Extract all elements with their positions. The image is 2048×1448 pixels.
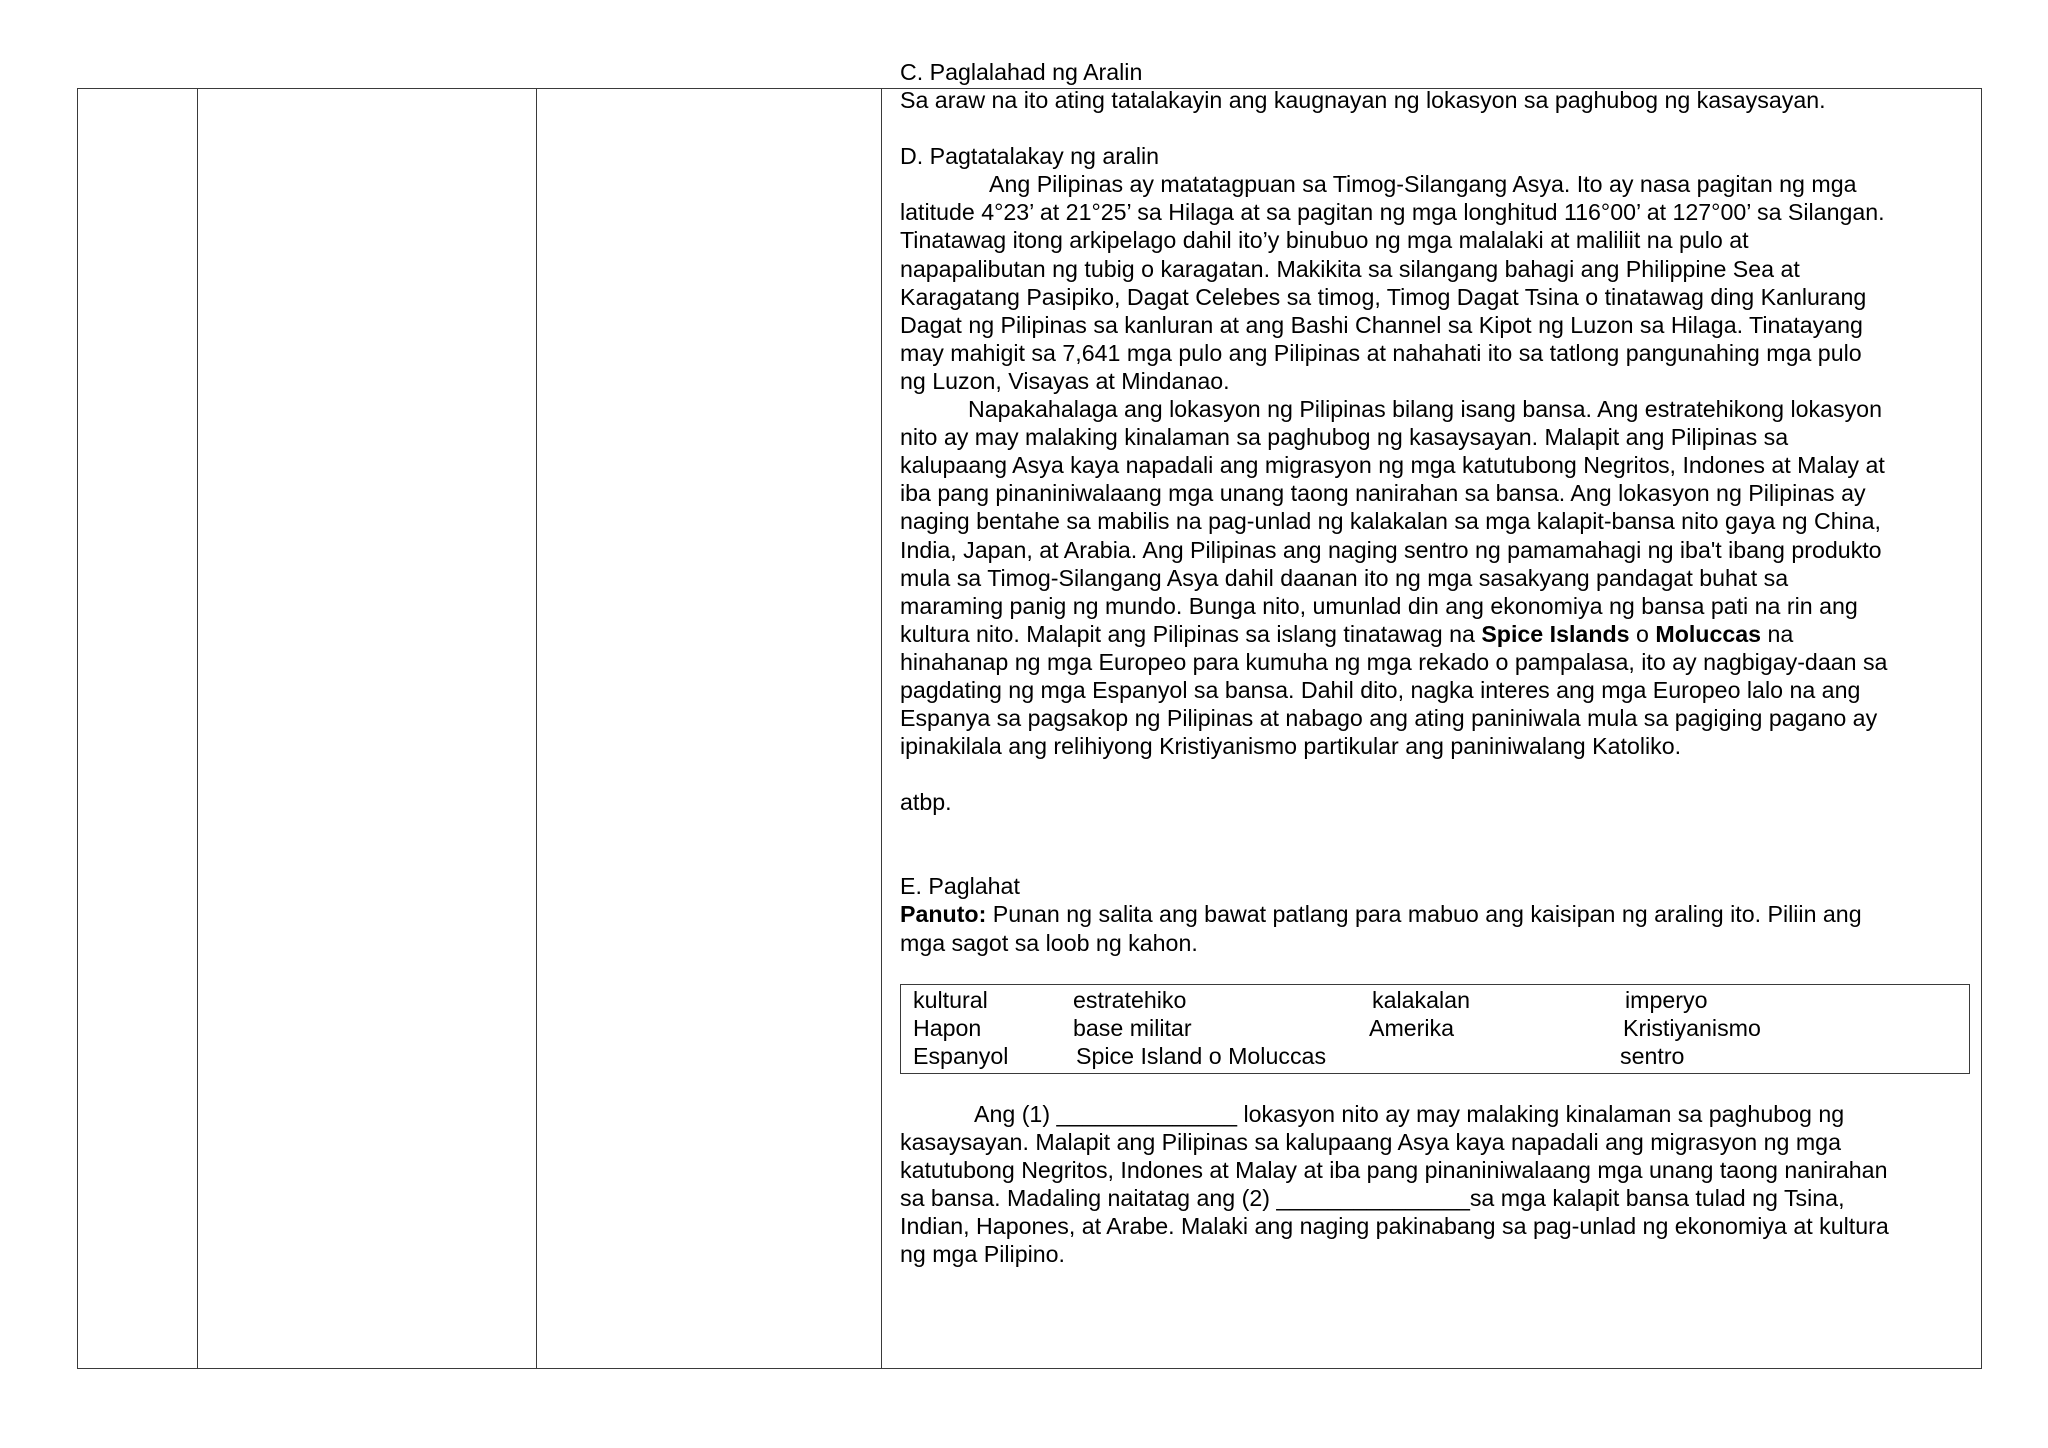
word-bank-item: kalakalan <box>1372 986 1470 1013</box>
paragraph-2-after: na hinahanap ng mga Europeo para kumuha ng mga rekado o pampalasa, ito ay nagbigay-daan sa pagdating ng mga Espanyol sa bansa. Dahil dito, nagka interes ang mga Europeo lalo na ang Espanya sa pagsakop ng Pilipinas at nabago ang ating paniniwala mula sa pagiging pagano ay ipinakilala ang relihiyong Kristiyanismo partikular ang paniniwalang Katoliko. <box>900 620 1888 760</box>
fill-in-paragraph: Ang (1) ______________ lokasyon nito ay may malaking kinalaman sa paghubog ng kasaysayan. Malapit ang Pilipinas sa kalupaang Asya kaya napadali ang migrasyon ng mga katutubong Negritos, Indones at Malay at iba pang pinaniniwalaang mga unang taong nanirahan sa bansa. Madaling naitatag ang (2) _______________sa mga kalapit bansa tulad ng Tsina, Indian, Hapones, at Arabe. Malaki ang naging pakinabang sa pag-unlad ng ekonomiya at kultura ng mga Pilipino. <box>900 1100 1889 1268</box>
word-bank-row <box>913 986 1969 1014</box>
word-bank-item: kultural <box>913 986 988 1013</box>
paragraph-2-before: Napakahalaga ang lokasyon ng Pilipinas bilang isang bansa. Ang estratehikong lokasyon nito ay may malaking kinalaman sa paghubog ng kasaysayan. Malapit ang Pilipinas sa kalupaang Asya kaya napadali ang migrasyon ng mga katutubong Negritos, Indones at Malay at iba pang pinaniniwalaang mga unang taong nanirahan sa bansa. Ang lokasyon ng Pilipinas ay naging bentahe sa mabilis na pag-unlad ng kalakalan sa mga kalapit-bansa nito gaya ng China, India, Japan, at Arabia. Ang Pilipinas ang naging sentro ng pamamahagi ng iba't ibang produkto mula sa Timog-Silangang Asya dahil daanan ito ng mga sasakyang pandagat buhat sa maraming panig ng mundo. Bunga nito, umunlad din ang ekonomiya ng bansa pati na rin ang kultura nito. Malapit ang Pilipinas sa islang tinatawag na <box>900 396 1885 647</box>
column-divider-3 <box>881 89 882 1368</box>
section-d-heading: D. Pagtatalakay ng aralin <box>900 143 1160 170</box>
word-bank-item: Amerika <box>1369 1014 1455 1041</box>
word-bank-item: Hapon <box>913 1014 982 1041</box>
section-c-heading: C. Paglalahad ng Aralin <box>900 59 1143 85</box>
section-e-instruction <box>900 900 1890 956</box>
paragraph-2-connector: o <box>1636 620 1649 647</box>
section-c-text: Sa araw na ito ating tatalakayin ang kaugnayan ng lokasyon sa paghubog ng kasaysayan. <box>900 87 1826 114</box>
word-bank-row <box>913 1014 1969 1042</box>
word-bank-item: base militar <box>1073 1014 1192 1041</box>
word-bank-item: estratehiko <box>1073 986 1187 1013</box>
etc-text: atbp. <box>900 789 952 816</box>
word-bank-row <box>913 1042 1969 1070</box>
word-bank-item: sentro <box>1620 1042 1685 1069</box>
word-bank-item: Espanyol <box>913 1042 1009 1069</box>
section-e-heading: E. Paglahat <box>900 873 1020 900</box>
instruction-text: Punan ng salita ang bawat patlang para mabuo ang kaisipan ng araling ito. Piliin ang mga sagot sa loob ng kahon. <box>900 901 1862 956</box>
section-d-paragraph-2 <box>900 395 1890 760</box>
spacer <box>900 816 1890 872</box>
spice-islands-term: Spice Islands <box>1481 620 1630 647</box>
column-divider-2 <box>536 89 537 1368</box>
spacer <box>900 760 1890 788</box>
word-bank-item: Spice Island o Moluccas <box>1076 1042 1327 1069</box>
column-divider-1 <box>197 89 198 1368</box>
word-bank-box <box>900 984 1970 1074</box>
lesson-content-column <box>900 58 1890 1268</box>
word-bank-item: Kristiyanismo <box>1623 1014 1761 1041</box>
instruction-label: Panuto: <box>900 901 987 928</box>
section-d-paragraph-1: Ang Pilipinas ay matatagpuan sa Timog-Silangang Asya. Ito ay nasa pagitan ng mga latitude 4°23’ at 21°25’ sa Hilaga at sa pagitan ng mga longhitud 116°00’ at 127°00’ sa Silangan. Tinatawag itong arkipelago dahil ito’y binubuo ng mga malalaki at maliliit na pulo at napapalibutan ng tubig o karagatan. Makikita sa silangang bahagi ang Philippine Sea at Karagatang Pasipiko, Dagat Celebes sa timog, Timog Dagat Tsina o tinatawag ding Kanlurang Dagat ng Pilipinas sa kanluran at ang Bashi Channel sa Kipot ng Luzon sa Hilaga. Tinatayang may mahigit sa 7,641 mga pulo ang Pilipinas at nahahati ito sa tatlong pangunahing mga pulo ng Luzon, Visayas at Mindanao. <box>900 171 1885 394</box>
moluccas-term: Moluccas <box>1655 620 1762 647</box>
word-bank-item: imperyo <box>1625 986 1708 1013</box>
spacer <box>900 114 1890 142</box>
